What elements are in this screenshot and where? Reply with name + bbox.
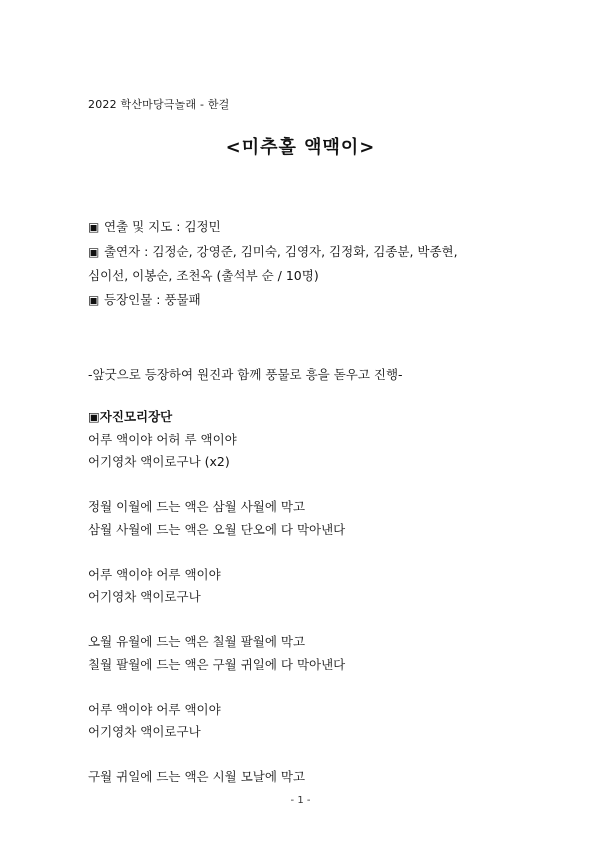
lyric-line: 칠월 팔월에 드는 액은 구월 귀일에 다 막아낸다 <box>88 656 346 672</box>
credit-characters-text: 등장인물 : 풍물패 <box>103 291 201 307</box>
lyric-line: 어기영차 액이로구나 <box>88 589 201 604</box>
lyric-line: 어기영차 액이로구나 (x2) <box>88 454 230 469</box>
header-text: 2022 학산마당극놀래 - 한걸 <box>88 98 230 111</box>
lyric-line: 오월 유월에 드는 액은 칠월 팔월에 막고 <box>88 634 306 649</box>
lyric-line: 삼월 사월에 드는 액은 오월 단오에 다 막아낸다 <box>88 521 346 537</box>
stanza <box>88 631 548 676</box>
stanza <box>88 699 548 744</box>
bullet-square-icon: ▣ <box>88 244 100 259</box>
lyric-line: 어루 액이야 어루 액이야 <box>88 701 221 717</box>
stanza <box>88 564 548 609</box>
stanza <box>88 766 548 789</box>
bullet-square-icon: ▣ <box>88 292 100 307</box>
credit-cast-text: 출연자 : 김정순, 강영준, 김미숙, 김영자, 김정화, 김종분, 박종현, <box>103 243 458 259</box>
stage-direction: -앞굿으로 등장하여 원진과 함께 풍물로 흥을 돋우고 진행- <box>88 367 403 382</box>
lyric-line: 어기영차 액이로구나 <box>88 724 201 739</box>
document-title: <미추홀 액맥이> <box>225 137 376 158</box>
lyric-line: 어루 액이야 어루 액이야 <box>88 566 221 582</box>
stanza <box>88 496 548 541</box>
credit-director <box>88 215 528 240</box>
credit-cast <box>88 240 528 265</box>
lyrics-section <box>88 406 548 789</box>
stanza <box>88 429 548 474</box>
lyric-line: 어루 액이야 어허 루 액이야 <box>88 431 237 447</box>
credit-characters <box>88 288 528 313</box>
page-number: - 1 - <box>290 795 311 806</box>
credits-block <box>88 215 528 312</box>
lyric-line: 구월 귀일에 드는 액은 시월 모날에 막고 <box>88 769 306 784</box>
credit-director-text: 연출 및 지도 : 김정민 <box>103 219 221 234</box>
lyric-line: 정월 이월에 드는 액은 삼월 사월에 막고 <box>88 499 306 514</box>
section-title: ▣자진모리장단 <box>88 409 173 424</box>
credit-cast-continued: 심이선, 이봉순, 조천옥 (출석부 순 / 10명) <box>88 268 319 283</box>
bullet-square-icon: ▣ <box>88 220 100 234</box>
